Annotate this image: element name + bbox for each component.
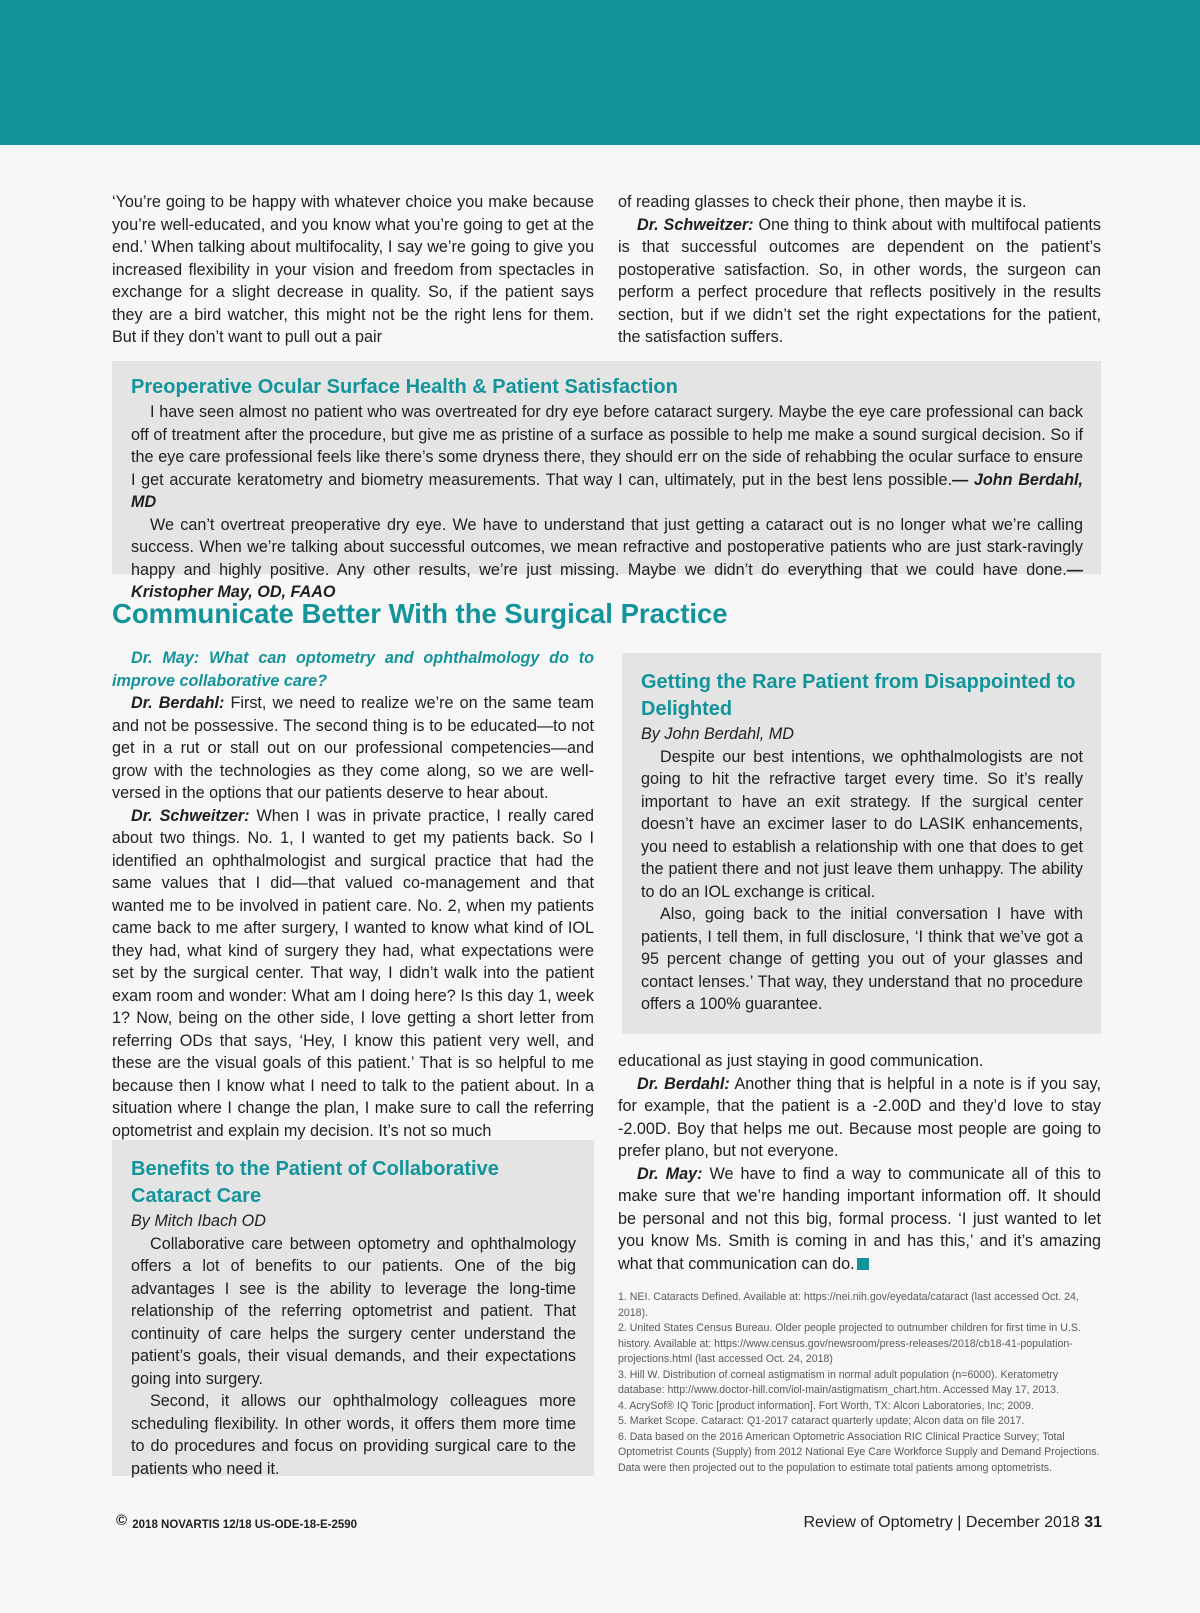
answer-paragraph-1 (112, 692, 594, 805)
reference-item: 2. United States Census Bureau. Older people projected to outnumber children for first time in U.S. history. Available at: https://www.census.gov/newsroom/press-releases/2018/cb18-41-population-projections.html (last accessed Oct. 24, 2018) (618, 1322, 1081, 1365)
sidebar-title: Preoperative Ocular Surface Health & Patient Satisfaction (131, 376, 678, 398)
paragraph-text: One thing to think about with multifocal patients is that successful outcomes are dependent on the patient’s postoperative satisfaction. So, in other words, the surgeon can perform a perfect procedure that reflects positively in the results section, but if we didn’t set the right expectations for the patient, the satisfaction suffers. (618, 215, 1101, 346)
answer-paragraph-2 (112, 805, 594, 1143)
paragraph-text: We can’t overtreat preoperative dry eye. We have to understand that just getting a cataract out is no longer what we’re calling success. When we’re talking about successful outcomes, we mean refractive and postoperative patients who are just stark-ravingly happy and highly positive. Any other results, we’re just missing. Maybe we didn’t do everything that we could have done. (131, 515, 1083, 579)
top-color-band (0, 0, 1200, 145)
references-list (618, 1290, 1100, 1476)
footer-folio (740, 1514, 1102, 1532)
sidebar-paragraph-1: Despite our best intentions, we ophthalmologists are not going to hit the refractive target every time. So it’s really important to have an exit strategy. If the surgical center doesn’t have an excimer laser to do LASIK enhancements, you need to establish a relationship with one that does to get the patient there and not just leave them unhappy. The ability to do an IOL exchange is critical. (641, 747, 1083, 901)
section-heading: Communicate Better With the Surgical Practice (112, 598, 728, 629)
continuation-paragraph: educational as just staying in good communication. (618, 1052, 984, 1070)
sidebar-title: Getting the Rare Patient from Disappointed to Delighted (641, 671, 1076, 720)
speaker-label: Dr. Schweitzer: (637, 215, 754, 234)
main-right-column (618, 1050, 1101, 1275)
reference-item: 4. AcrySof® IQ Toric [product information]. Fort Worth, TX: Alcon Laboratories, Inc; 2009. (618, 1399, 1034, 1412)
speaker-label: Dr. Schweitzer: (131, 806, 250, 825)
sidebar-byline: By John Berdahl, MD (641, 725, 794, 743)
reference-item: 3. Hill W. Distribution of corneal astigmatism in normal adult population (n=6000). Keratometry database: http://www.doctor-hill.com/iol-main/astigmatism_chart.htm. Accessed May 17, 2013. (618, 1368, 1060, 1396)
intro-left-paragraph: ‘You’re going to be happy with whatever choice you make because you’re well-educated, and you know what you’re going to get at the end.’ When talking about multifocality, I say we’re going to give you increased flexibility in your vision and freedom from spectacles in exchange for a slight decrease in quality. So, if the patient says they are a bird watcher, this might not be the right lens for them. But if they don’t want to pull out a pair (112, 193, 594, 346)
footer-copyright (116, 1512, 357, 1531)
signature: — John Berdahl, MD (131, 470, 1083, 511)
issue-date: December 2018 (965, 1514, 1080, 1531)
sidebar-paragraph-1 (131, 401, 1083, 514)
sidebar-byline: By Mitch Ibach OD (131, 1212, 266, 1230)
sidebar-paragraph-2: Second, it allows our ophthalmology colleagues more scheduling flexibility. In other words, it offers them more time to do procedures and focus on providing surgical care to the patients who need it. (131, 1392, 576, 1478)
paragraph-text: First, we need to realize we’re on the same team and not be possessive. The second thing is to be educated—to not get in a rut or stall out on our professional competencies—and grow with the technologies as they come along, so we are well-versed in the options that our patients deserve to hear about. (112, 694, 594, 802)
end-of-article-mark (857, 1258, 869, 1270)
interview-question: Dr. May: What can optometry and ophthalmology do to improve collaborative care? (112, 649, 594, 690)
intro-left-column (112, 191, 594, 349)
sidebar-rare-patient (622, 653, 1101, 1034)
intro-right-paragraph-2 (618, 214, 1101, 349)
reference-item: 6. Data based on the 2016 American Optometric Association RIC Clinical Practice Survey; Total Optometrist Counts (Supply) from 2012 National Eye Care Workforce Supply and Demand Projections. Data were then projected out to the population to estimate total patients among optometrists. (618, 1430, 1100, 1474)
reference-item: 1. NEI. Cataracts Defined. Available at: https://nei.nih.gov/eyedata/cataract (last accessed Oct. 24, 2018). (618, 1291, 1079, 1319)
intro-right-paragraph-1: of reading glasses to check their phone, then maybe it is. (618, 193, 1027, 211)
sidebar-paragraph-2 (131, 514, 1083, 604)
page-number: 31 (1084, 1514, 1102, 1531)
speaker-label: Dr. May: (637, 1164, 703, 1183)
sidebar-benefits (112, 1140, 594, 1476)
sidebar-paragraph-1: Collaborative care between optometry and ophthalmology offers a lot of benefits to our patients. One of the big advantages I see is the ability to leverage the long-time relationship of the referring optometrist and patient. That continuity of care helps the surgery center understand the patient’s goals, their visual demands, and their expectations going into surgery. (131, 1234, 576, 1388)
speaker-label: Dr. Berdahl: (131, 694, 225, 712)
sidebar-title: Benefits to the Patient of Collaborative Cataract Care (131, 1158, 499, 1207)
answer-paragraph-3 (618, 1073, 1101, 1163)
sidebar-preoperative (112, 361, 1101, 601)
intro-right-column (618, 191, 1101, 349)
paragraph-text: I have seen almost no patient who was overtreated for dry eye before cataract surgery. Maybe the eye care professional can back off of treatment after the procedure, but give me as pristine of a surface as possible to help me make a sound surgical decision. So if the eye care professional feels like there’s some dryness there, they should err on the side of rehabbing the ocular surface to ensure I get accurate keratometry and biometry measurements. That way I can, ultimately, put in the best lens possible. (131, 403, 1083, 489)
paragraph-text: We have to find a way to communicate all of this to make sure that we’re handing important information off. It should be personal and not this big, formal process. ‘I just wanted to let you know Ms. Smith is coming in and has this,’ and it’s amazing what that communication can do. (618, 1164, 1101, 1273)
copyright-symbol: © (116, 1512, 128, 1529)
reference-item: 5. Market Scope. Cataract: Q1-2017 cataract quarterly update; Alcon data on file 2017. (618, 1415, 1025, 1427)
answer-paragraph-4 (618, 1163, 1101, 1276)
journal-name: Review of Optometry (803, 1514, 953, 1531)
paragraph-text: When I was in private practice, I really cared about two things. No. 1, I wanted to get my patients back. So I identified an ophthalmologist and surgical practice that had the same values that I did—that valued co-management and that wanted me to be involved in patient care. No. 2, when my patients came back to me after surgery, I wanted to know what kind of IOL they had, what kind of surgery they had, what expectations were set by the surgical center. That way, I didn’t walk into the patient exam room and wonder: What am I doing here? Is this day 1, week 1? Now, being on the other side, I love getting a short letter from referring ODs that says, ‘Hey, I know this patient very well, and these are the visual goals of this patient.’ That is so helpful to me because then I know what I need to talk to the patient about. In a situation where I change the plan, I make sure to call the referring optometrist and explain my decision. It’s not so much (112, 806, 595, 1140)
speaker-label: Dr. Berdahl: (637, 1074, 730, 1093)
main-left-column (112, 647, 594, 1142)
copyright-text: 2018 NOVARTIS 12/18 US-ODE-18-E-2590 (132, 1519, 358, 1531)
folio-separator: | (957, 1514, 962, 1531)
paragraph-text: Another thing that is helpful in a note is if you say, for example, that the patient is a -2.00D and they’d love to stay -2.00D. Boy that helps me out. Because most people are going to prefer plano, but not everyone. (618, 1074, 1101, 1160)
signature: — Kristopher May, OD, FAAO (131, 560, 1083, 601)
sidebar-paragraph-2: Also, going back to the initial conversation I have with patients, I tell them, in full disclosure, ‘I think that we’ve got a 95 percent change of getting you out of your glasses and contact lenses.’ That way, they understand that no procedure offers a 100% guarantee. (641, 905, 1083, 1013)
